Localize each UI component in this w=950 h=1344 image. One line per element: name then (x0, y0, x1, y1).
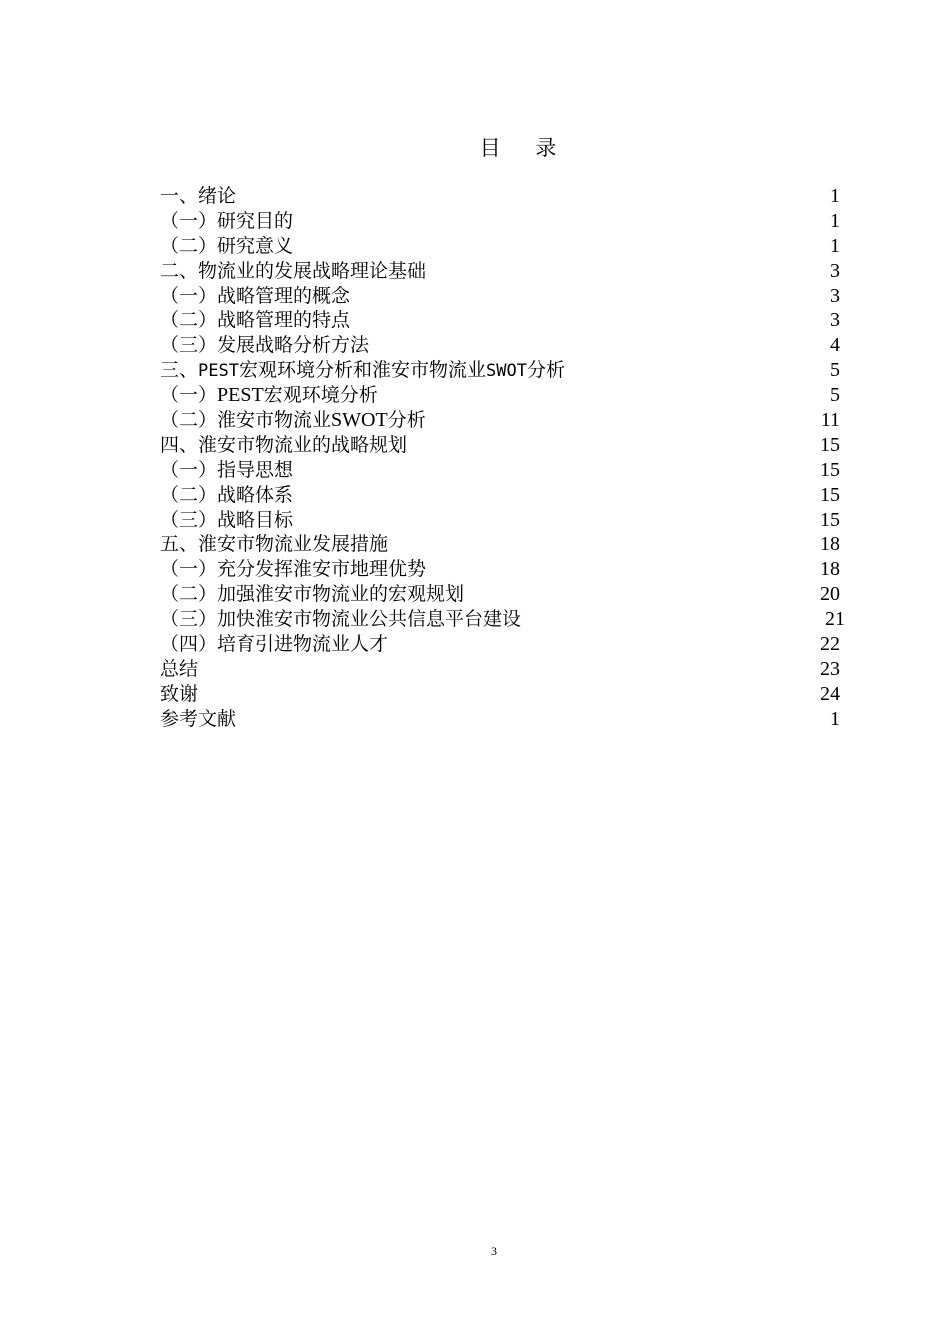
toc-entry-page: 24 (820, 682, 840, 705)
toc-entry-page: 1 (830, 209, 840, 232)
toc-entry[interactable] (160, 632, 840, 657)
toc-entry-label: 四、淮安市物流业的战略规划 (160, 433, 408, 456)
toc-entry-page: 4 (830, 334, 840, 357)
toc-entry-page: 15 (820, 458, 840, 481)
toc-entry-label: （三）战略目标 (160, 508, 294, 531)
toc-entry-label: 参考文献 (160, 707, 237, 730)
toc-entry-page: 3 (830, 284, 840, 307)
toc-entry[interactable] (160, 433, 840, 458)
toc-entry-page: 20 (820, 583, 840, 606)
toc-entry-label: （三）加快淮安市物流业公共信息平台建设 (160, 608, 522, 631)
toc-entry[interactable] (160, 383, 840, 408)
toc-entry-label: （一）战略管理的概念 (160, 284, 351, 307)
toc-entry-page: 18 (820, 533, 840, 556)
toc-entry-label: 总结 (160, 657, 199, 680)
toc-entry[interactable] (160, 184, 840, 209)
toc-entry-label: （三）发展战略分析方法 (160, 334, 370, 357)
toc-entry[interactable] (160, 408, 840, 433)
toc-entry-label: （一）研究目的 (160, 209, 294, 232)
toc-entry[interactable] (160, 508, 840, 533)
toc-entry-label: （一）指导思想 (160, 458, 294, 481)
toc-entry[interactable] (160, 707, 840, 732)
toc-entry[interactable] (160, 259, 840, 284)
page-number: 3 (491, 1244, 497, 1258)
toc-entry-label: （四）培育引进物流业人才 (160, 633, 389, 656)
toc-entry[interactable] (160, 657, 840, 682)
toc-entry-page: 18 (820, 558, 840, 581)
toc-entry-page: 11 (820, 409, 840, 432)
toc-entry[interactable] (160, 557, 840, 582)
toc-entry-label: （一）PEST宏观环境分析 (160, 384, 378, 407)
toc-entry-page: 1 (830, 234, 840, 257)
toc-entry[interactable] (160, 209, 840, 234)
toc-entry[interactable] (160, 582, 840, 607)
toc-entry[interactable] (160, 333, 840, 358)
toc-entry-label: 一、绪论 (160, 185, 237, 207)
toc-entry-label: （二）淮安市物流业SWOT分析 (160, 409, 426, 432)
toc-entry-label: 致谢 (160, 682, 199, 705)
toc-entry[interactable] (160, 483, 840, 508)
toc-entry-label: 五、淮安市物流业发展措施 (160, 533, 389, 556)
toc-entry-page: 1 (830, 707, 840, 730)
toc-entry-page: 21 (825, 608, 845, 631)
toc-entry-label: 二、物流业的发展战略理论基础 (160, 259, 427, 282)
toc-entry-label: （一）充分发挥淮安市地理优势 (160, 558, 427, 581)
toc-entry[interactable] (160, 682, 840, 707)
toc-entry-page: 5 (830, 384, 840, 407)
toc-entry[interactable] (160, 358, 840, 383)
toc-entry-page: 1 (830, 185, 840, 207)
toc-entry-page: 23 (820, 657, 840, 680)
toc-entry-label: （二）战略体系 (160, 483, 294, 506)
table-of-contents (160, 184, 845, 732)
toc-entry[interactable] (160, 532, 840, 557)
toc-entry[interactable] (160, 308, 840, 333)
toc-entry-page: 3 (830, 259, 840, 282)
toc-entry[interactable] (160, 458, 840, 483)
toc-entry-page: 15 (820, 508, 840, 531)
toc-entry-label: （二）加强淮安市物流业的宏观规划 (160, 583, 465, 606)
toc-title: 目 录 (479, 136, 571, 160)
toc-entry-label: （二）战略管理的特点 (160, 309, 351, 332)
toc-entry[interactable] (160, 234, 840, 259)
toc-entry[interactable] (160, 284, 840, 309)
toc-entry-page: 15 (820, 433, 840, 456)
toc-entry-label: （二）研究意义 (160, 234, 294, 257)
toc-entry-page: 3 (830, 309, 840, 332)
toc-entry[interactable] (160, 607, 845, 632)
toc-entry-page: 5 (830, 359, 840, 382)
toc-entry-page: 15 (820, 483, 840, 506)
toc-entry-label: 三、PEST宏观环境分析和淮安市物流业SWOT分析 (160, 359, 565, 382)
toc-entry-page: 22 (820, 633, 840, 656)
